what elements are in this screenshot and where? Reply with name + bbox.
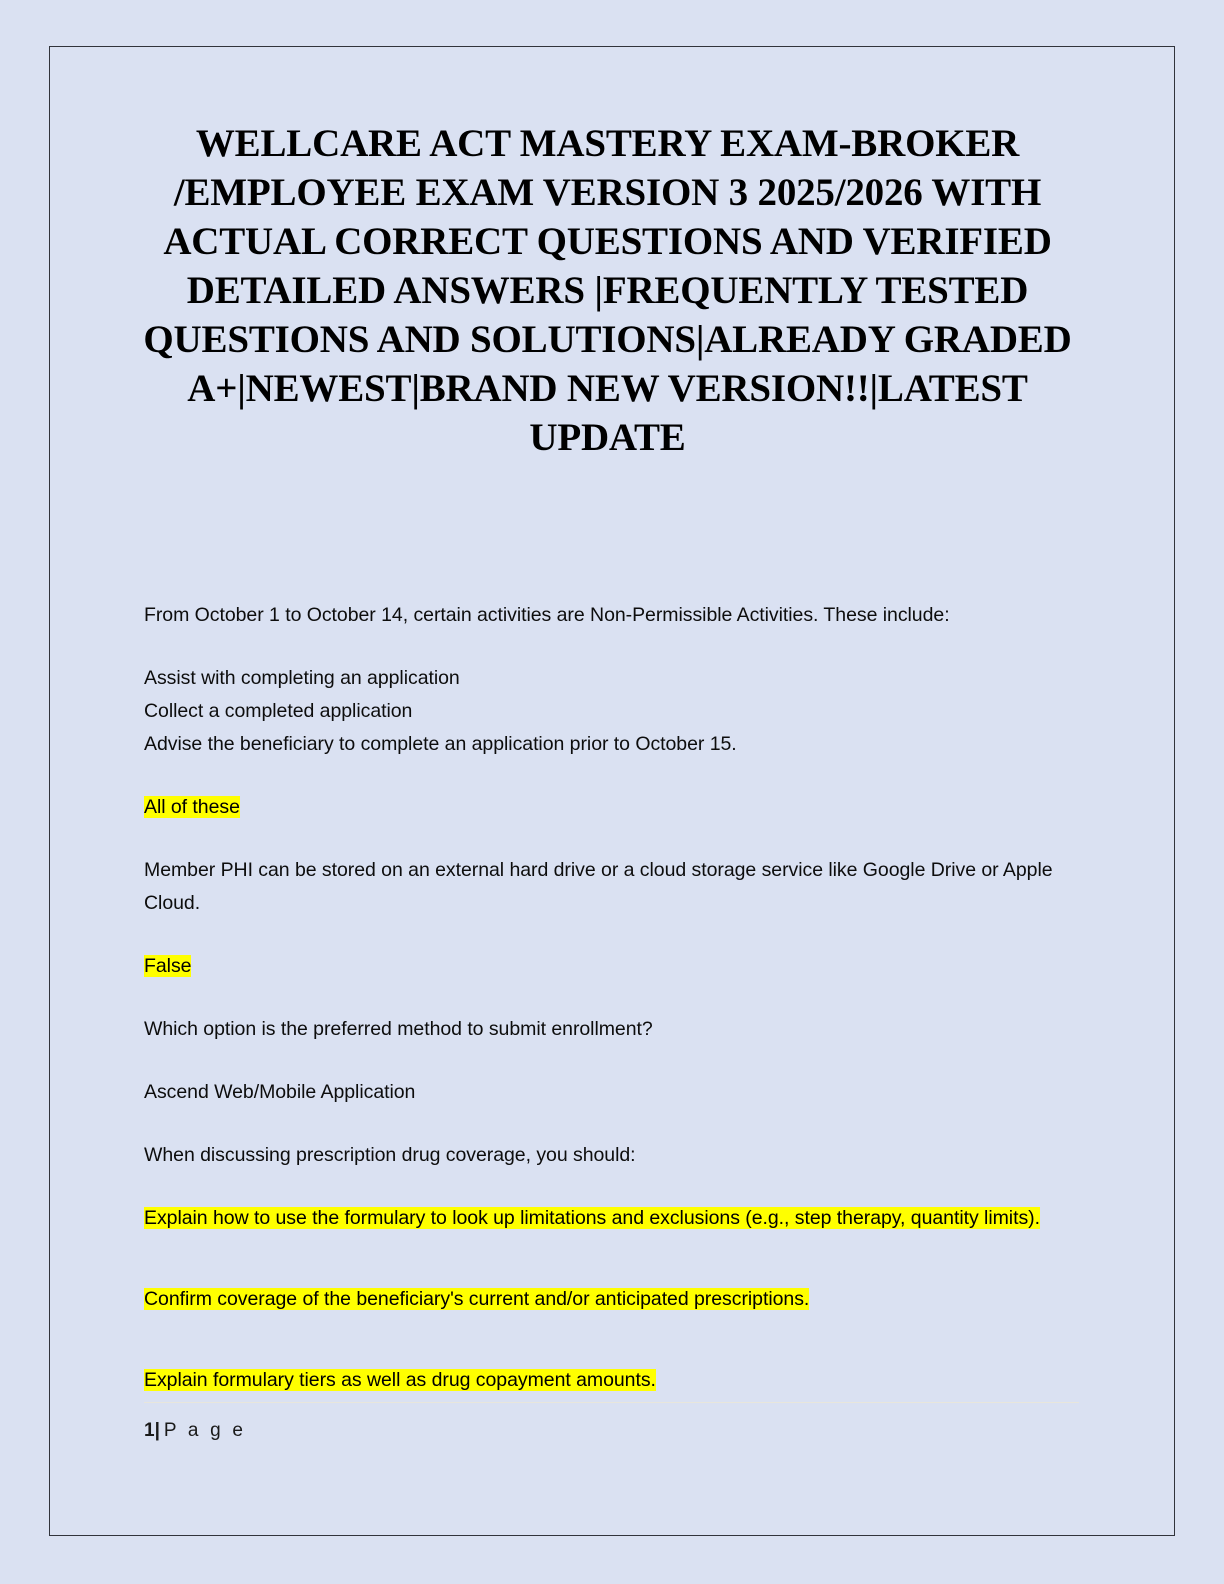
question-2-answer: False [144, 955, 192, 977]
title-spacer [144, 462, 1074, 599]
footer-page-indicator [144, 1420, 1079, 1442]
question-1-option-2: Collect a completed application [144, 700, 413, 722]
question-4-answer-3-line [144, 1364, 1074, 1397]
footer-divider [144, 1402, 1079, 1403]
footer-page-number: 1 [144, 1420, 155, 1441]
question-3-prompt: Which option is the preferred method to submit enrollment? [144, 1018, 653, 1040]
question-4-prompt: When discussing prescription drug coverage, you should: [144, 1144, 636, 1166]
question-2-prompt: Member PHI can be stored on an external hard drive or a cloud storage service like Google Drive or Apple Cloud. [144, 859, 1053, 914]
question-4-answer-3: Explain formulary tiers as well as drug copayment amounts. [144, 1369, 656, 1391]
question-4-answer-2-line [144, 1283, 1074, 1316]
question-3-answer: Ascend Web/Mobile Application [144, 1081, 416, 1103]
page-footer [144, 1402, 1079, 1442]
question-1-prompt: From October 1 to October 14, certain activities are Non-Permissible Activities. These include: [144, 604, 950, 626]
question-1-option-1: Assist with completing an application [144, 667, 460, 689]
document-page-frame [49, 46, 1175, 1536]
footer-page-label: P a g e [163, 1420, 247, 1441]
question-4-answer-1: Explain how to use the formulary to look up limitations and exclusions (e.g., step therapy, quantity limits). [144, 1207, 1040, 1229]
question-1-option-3: Advise the beneficiary to complete an application prior to October 15. [144, 733, 737, 755]
question-4-answer-1-line [144, 1202, 1074, 1235]
question-1-answer: All of these [144, 796, 240, 818]
question-4-answer-2: Confirm coverage of the beneficiary's current and/or anticipated prescriptions. [144, 1288, 810, 1310]
document-content [144, 119, 1074, 1397]
question-1-answer-line [144, 791, 1074, 824]
question-2-answer-line [144, 950, 1074, 983]
page-title: WELLCARE ACT MASTERY EXAM-BROKER /EMPLOYEE EXAM VERSION 3 2025/2026 WITH ACTUAL CORRECT QUESTIONS AND VERIFIED DETAILED ANSWERS |FREQUENTLY TESTED QUESTIONS AND SOLUTIONS|ALREADY GRADED A+|NEWEST|BRAND NEW VERSION!!|LATEST UPDATE [143, 122, 1072, 459]
footer-separator: | [154, 1420, 164, 1441]
